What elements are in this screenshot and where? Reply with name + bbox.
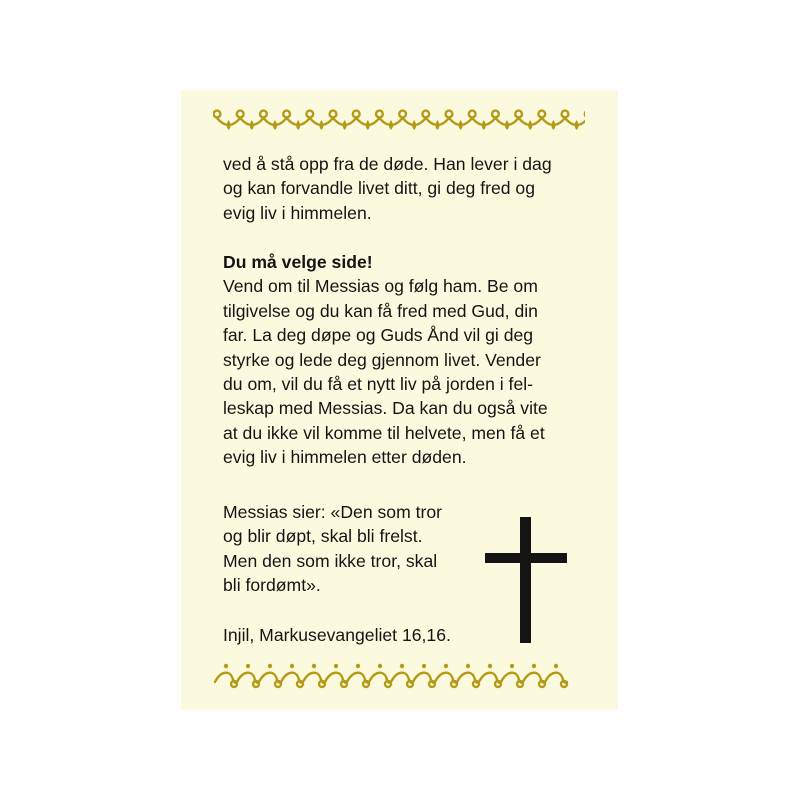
text-line: tilgivelse og du kan få fred med Gud, din <box>223 300 538 321</box>
ornament-drop <box>366 120 370 130</box>
ornament-loop <box>561 681 567 687</box>
ornament-drop <box>435 120 439 130</box>
ornament-loop <box>517 681 523 687</box>
text-line: ved å stå opp fra de døde. Han lever i dag <box>223 154 552 174</box>
ornament-loop <box>253 681 259 687</box>
ornament-curl <box>214 111 221 118</box>
ornament-dot <box>224 664 228 668</box>
ornament-curl <box>562 111 569 118</box>
text-line: evig liv i himmelen etter døden. <box>223 447 467 468</box>
ornament-loop <box>539 681 545 687</box>
ornament-curl <box>492 111 499 118</box>
text-line: leskap med Messias. Da kan du også vite <box>223 398 548 419</box>
ornament-drop <box>412 120 416 130</box>
ornament-dot <box>268 664 272 668</box>
ornament-loop <box>407 681 413 687</box>
text-line: Messias sier: «Den som tror <box>223 502 443 522</box>
ornament-dot <box>510 664 514 668</box>
ornament-drop <box>575 120 579 130</box>
ornament-dot <box>334 664 338 668</box>
ornament-dot <box>290 664 294 668</box>
ornament-curl <box>260 111 267 118</box>
ornament-drop <box>273 120 277 130</box>
text-line: Vend om til Messias og følg ham. Be om <box>223 276 538 297</box>
ornament-loop <box>275 681 281 687</box>
ornament-dot <box>554 664 558 668</box>
ornament-bottom-border <box>213 660 585 690</box>
ornament-dot <box>422 664 426 668</box>
ornament-drop <box>482 120 486 130</box>
ornament-drop <box>459 120 463 130</box>
ornament-curl <box>538 111 545 118</box>
ornament-loop <box>385 681 391 687</box>
ornament-curl <box>399 111 406 118</box>
paragraph-resurrection <box>223 152 589 225</box>
ornament-loop <box>231 681 237 687</box>
ornament-curl <box>330 111 337 118</box>
text-line: styrke og lede deg gjennom livet. Vender <box>223 349 541 370</box>
ornament-dot <box>312 664 316 668</box>
tract-page <box>181 90 618 710</box>
ornament-drop <box>551 120 555 130</box>
ornament-dot <box>356 664 360 668</box>
ornament-dot <box>488 664 492 668</box>
ornament-curl <box>422 111 429 118</box>
text-line: du om, vil du få et nytt liv på jorden i fel- <box>223 374 533 395</box>
text-line: og kan forvandle livet ditt, gi deg fred og <box>223 178 535 199</box>
ornament-loop <box>473 681 479 687</box>
section-choose-side <box>223 250 589 470</box>
ornament-drop <box>250 120 254 130</box>
quote-messiah <box>223 500 467 598</box>
ornament-loop <box>319 681 325 687</box>
ornament-loop <box>495 681 501 687</box>
text-line: Men den som ikke tror, skal <box>223 550 438 571</box>
ornament-curl <box>469 111 476 118</box>
ornament-loop <box>429 681 435 687</box>
ornament-loop <box>297 681 303 687</box>
ornament-dot <box>444 664 448 668</box>
ornament-curl <box>376 111 383 118</box>
section-heading: Du må velge side! <box>223 252 373 272</box>
ornament-drop <box>296 120 300 130</box>
ornament-curl <box>237 111 244 118</box>
ornament-drop <box>505 120 509 130</box>
text-line: far. La deg døpe og Guds Ånd vil gi deg <box>223 325 534 346</box>
ornament-loop <box>363 681 369 687</box>
text-line: og blir døpt, skal bli frelst. <box>223 526 423 547</box>
cross-icon <box>485 517 567 643</box>
text-line: bli fordømt». <box>223 575 321 596</box>
ornament-dot <box>400 664 404 668</box>
ornament-dot <box>532 664 536 668</box>
ornament-curl <box>353 111 360 118</box>
ornament-dot <box>378 664 382 668</box>
ornament-dot <box>246 664 250 668</box>
ornament-drop <box>319 120 323 130</box>
ornament-curl <box>515 111 522 118</box>
ornament-drop <box>343 120 347 130</box>
ornament-curl <box>306 111 313 118</box>
ornament-loop <box>341 681 347 687</box>
ornament-loop <box>451 681 457 687</box>
text-line: at du ikke vil komme til helvete, men få et <box>223 422 545 443</box>
ornament-top-border <box>213 108 585 136</box>
ornament-drop <box>227 120 231 130</box>
text-line: evig liv i himmelen. <box>223 202 372 223</box>
ornament-curl <box>446 111 453 118</box>
ornament-drop <box>528 120 532 130</box>
scripture-reference: Injil, Markusevangeliet 16,16. <box>223 625 451 645</box>
ornament-drop <box>389 120 393 130</box>
ornament-dot <box>466 664 470 668</box>
ornament-curl <box>283 111 290 118</box>
